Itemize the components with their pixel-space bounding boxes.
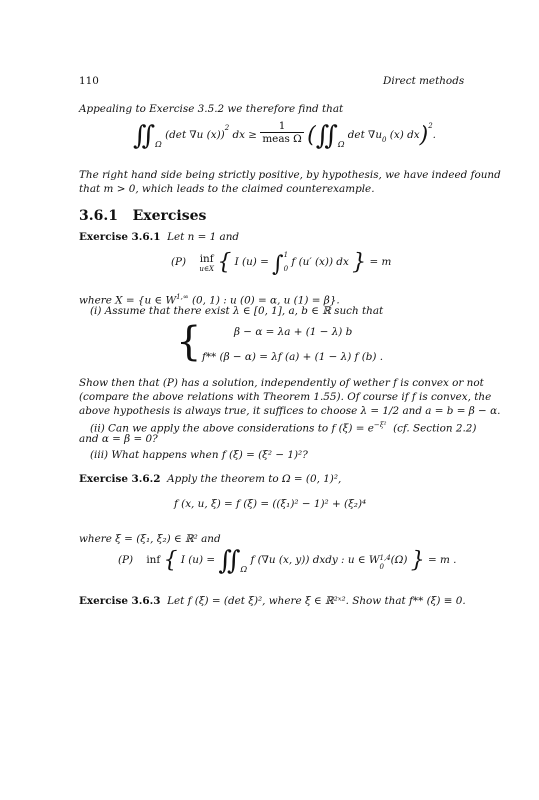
equation-1 <box>133 120 436 160</box>
inf-subscript: u∈X <box>199 265 215 273</box>
sobolev-domain: (Ω) <box>390 554 408 566</box>
exercise-label: Exercise 3.6.2 <box>79 473 161 485</box>
fraction-numerator: 1 <box>260 120 303 133</box>
left-brace: { <box>217 250 232 275</box>
right-paren: ) <box>419 123 429 148</box>
exercise-3-6-2-intro <box>79 472 341 486</box>
page-number: 110 <box>79 75 99 87</box>
problem-p-2-equation <box>118 548 456 582</box>
part-i: (i) Assume that there exist λ ∈ [0, 1], a, b ∈ ℝ such that <box>90 305 384 317</box>
exercise-text: Let n = 1 and <box>167 231 240 243</box>
system-equation-1: β − α = λa + (1 − λ) b <box>234 326 353 338</box>
equals-m: = m . <box>428 554 457 566</box>
problem-p-equation <box>171 248 391 284</box>
right-brace: } <box>352 250 367 275</box>
double-integral-symbol-2: ∬ <box>315 121 338 151</box>
show-line-1: Show then that (P) has a solution, independently of wether f is convex or not <box>79 377 484 389</box>
part-ii-exponent: −ξ² <box>373 421 387 429</box>
infimum <box>199 253 214 273</box>
inf-word: inf <box>146 554 161 566</box>
intro-para-line-1: The right hand side being strictly positive, by hypothesis, we have indeed found <box>79 169 501 181</box>
double-integral-symbol: ∬ <box>218 546 241 576</box>
eq1-rhs-sub: 0 <box>382 136 387 144</box>
eq1-lhs-exp: 2 <box>224 124 230 132</box>
integral-lower: 0 <box>283 265 289 273</box>
exercise-text: Apply the theorem to Ω = (0, 1)², <box>167 473 342 485</box>
domain-omega-2: Ω <box>337 140 345 150</box>
fraction-denominator: meas Ω <box>262 133 302 145</box>
left-paren: ( <box>307 123 316 148</box>
exercise-label: Exercise 3.6.1 <box>79 231 161 243</box>
eq1-lhs-dx: dx ≥ <box>232 129 258 141</box>
integral-limits <box>284 248 288 276</box>
sobolev-sup: 1,4 <box>379 554 391 562</box>
part-ii-line-2: and α = β = 0? <box>79 433 158 445</box>
integral-upper: 1 <box>283 251 289 259</box>
where-tail: (0, 1) : u (0) = α, u (1) = β}. <box>191 294 340 307</box>
integral-symbol: ∫ <box>272 252 284 277</box>
right-brace: } <box>410 548 425 573</box>
system-equation-2: f** (β − α) = λf (a) + (1 − λ) f (b) . <box>202 351 384 363</box>
running-title: Direct methods <box>383 75 465 87</box>
integrand: f (u′ (x)) dx <box>291 256 349 268</box>
integrand: f (∇u (x, y)) dxdy : u ∈ W <box>250 554 380 566</box>
functional: I (u) = <box>234 256 269 268</box>
intro-line: Appealing to Exercise 3.5.2 we therefore find that <box>79 103 344 115</box>
exercise-label: Exercise 3.6.3 <box>79 595 161 607</box>
section-heading <box>79 208 206 224</box>
intro-para-line-2: that m > 0, which leads to the claimed counterexample. <box>79 183 375 195</box>
eq1-lhs: (det ∇u (x)) <box>165 129 225 141</box>
left-brace: { <box>163 548 178 573</box>
inf-word: inf <box>199 253 214 265</box>
eq1-rhs: det ∇u <box>347 129 383 141</box>
eq1-rhs-exp: 2 <box>428 122 433 130</box>
show-line-3: above hypothesis is always true, it suffices to choose λ = 1/2 and a = b = β − α. <box>79 405 501 417</box>
sobolev-indices <box>380 554 391 572</box>
part-ii-tail: (cf. Section 2.2) <box>393 422 477 435</box>
where-line: where X = {u ∈ W <box>79 294 177 307</box>
exercise-3-6-1-intro <box>79 230 239 244</box>
double-integral-symbol: ∬ <box>133 121 156 151</box>
exercise-3-6-2-function: f (x, u, ξ) = f (ξ) = ((ξ₁)² − 1)² + (ξ₂)⁴ <box>174 498 367 510</box>
show-line-2: (compare the above relations with Theorem 1.55). Of course if f is convex, the <box>79 391 492 403</box>
exercise-3-6-3 <box>79 594 466 608</box>
equals-m: = m <box>369 256 392 268</box>
part-iii: (iii) What happens when f (ξ) = (ξ² − 1)²? <box>90 449 308 461</box>
problem-label: (P) <box>118 554 134 566</box>
domain-omega: Ω <box>240 565 248 575</box>
eq1-fraction <box>260 120 303 145</box>
sobolev-exponent: 1,∞ <box>176 293 189 301</box>
problem-label: (P) <box>171 256 187 268</box>
part-ii-text: (ii) Can we apply the above considerations to f (ξ) = e <box>90 422 374 435</box>
system-brace: { <box>176 319 202 365</box>
eq1-rhs-tail: (x) dx <box>389 129 420 141</box>
sobolev-sub: 0 <box>379 563 384 571</box>
domain-omega: Ω <box>155 140 162 150</box>
functional: I (u) = <box>180 554 216 566</box>
section-number: 3.6.1 <box>79 208 118 224</box>
eq1-end: . <box>432 129 436 141</box>
exercise-text: Let f (ξ) = (det ξ)², where ξ ∈ ℝ²ˣ². Show that f** (ξ) ≡ 0. <box>167 595 466 607</box>
section-title: Exercises <box>132 208 207 224</box>
where-xi-definition: where ξ = (ξ₁, ξ₂) ∈ ℝ² and <box>79 533 221 545</box>
